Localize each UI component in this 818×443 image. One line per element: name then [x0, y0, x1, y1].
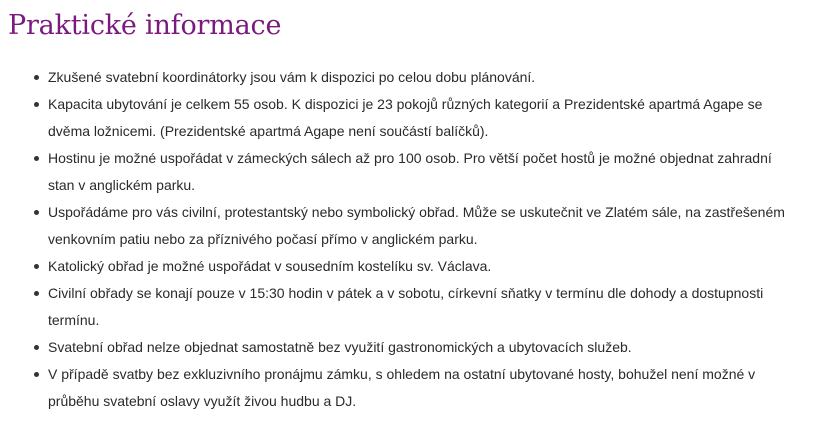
- info-item-text: V případě svatby bez exkluzivního pronájmu zámku, s ohledem na ostatní ubytované hosty, bohužel není možné v průběhu svatební oslavy využít živou hudbu a DJ.: [48, 366, 756, 409]
- info-item-text: Katolický obřad je možné uspořádat v sousedním kostelíku sv. Václava.: [48, 258, 492, 274]
- info-item: [48, 64, 788, 91]
- info-item-text: Hostinu je možné uspořádat v zámeckých sálech až pro 100 osob. Pro větší počet hostů je možné objednat zahradní stan v anglickém parku.: [48, 150, 772, 193]
- bullet-icon: [34, 102, 39, 107]
- info-item: [48, 253, 788, 280]
- info-item: [48, 361, 788, 415]
- info-item-text: Svatební obřad nelze objednat samostatně bez využití gastronomických a ubytovacích služeb.: [48, 339, 632, 355]
- info-list: [8, 64, 788, 415]
- bullet-icon: [34, 156, 39, 161]
- info-item: [48, 280, 788, 334]
- bullet-icon: [34, 291, 39, 296]
- bullet-icon: [34, 345, 39, 350]
- section-title: Praktické informace: [8, 10, 282, 41]
- bullet-icon: [34, 264, 39, 269]
- bullet-icon: [34, 210, 39, 215]
- bullet-icon: [34, 75, 39, 80]
- bullet-icon: [34, 372, 39, 377]
- info-item-text: Kapacita ubytování je celkem 55 osob. K dispozici je 23 pokojů různých kategorií a Prezidentské apartmá Agape se dvěma ložnicemi. (Prezidentské apartmá Agape není součástí balíčků).: [48, 96, 763, 139]
- info-item: [48, 199, 788, 253]
- info-item: [48, 145, 788, 199]
- info-item-text: Uspořádáme pro vás civilní, protestantský nebo symbolický obřad. Může se uskutečnit ve Zlatém sále, na zastřešeném venkovním patiu nebo za příznivého počasí přímo v anglickém parku.: [48, 204, 785, 247]
- info-item-text: Zkušené svatební koordinátorky jsou vám k dispozici po celou dobu plánování.: [48, 69, 536, 85]
- info-item: [48, 334, 788, 361]
- info-item: [48, 91, 788, 145]
- info-item-text: Civilní obřady se konají pouze v 15:30 hodin v pátek a v sobotu, církevní sňatky v termínu dle dohody a dostupnosti termínu.: [48, 285, 764, 328]
